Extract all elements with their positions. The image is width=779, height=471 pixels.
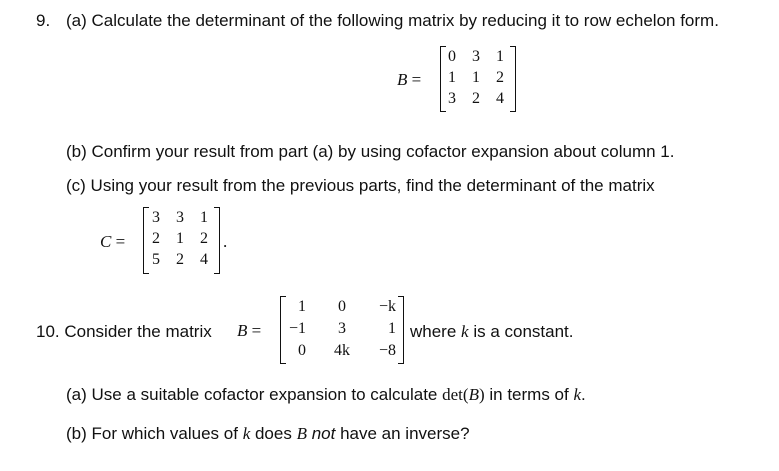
variable-k: k <box>573 385 581 404</box>
left-bracket <box>143 207 149 274</box>
matrix-cell: 1 <box>298 298 306 315</box>
equals-sign: = <box>251 321 262 340</box>
matrix-cell: 2 <box>472 90 480 107</box>
matrix-cell: 1 <box>176 230 184 247</box>
matrix-cell: 4 <box>496 90 504 107</box>
matrix-cell: 0 <box>448 48 456 65</box>
matrix-cell: −8 <box>378 342 396 359</box>
matrix-cell: 1 <box>496 48 504 65</box>
question-10a-text <box>66 385 586 405</box>
matrix-cell: 1 <box>388 320 396 337</box>
suffix-end: is a constant. <box>473 322 574 341</box>
matrix-cell: 1 <box>448 69 456 86</box>
equals-sign: = <box>115 232 126 251</box>
matrix-cell: 4k <box>334 342 350 359</box>
matrix-cell: −1 <box>288 320 306 337</box>
matrix-cell: 3 <box>472 48 480 65</box>
variable-k: k <box>461 322 469 341</box>
matrix-cell: 3 <box>338 320 346 337</box>
matrix-cell: 2 <box>496 69 504 86</box>
matrix-cell: 5 <box>152 251 160 268</box>
question-9b-text: (b) Confirm your result from part (a) by using cofactor expansion about column 1. <box>66 142 675 161</box>
question-9-number: 9. <box>36 11 51 30</box>
matrix-cell: 2 <box>176 251 184 268</box>
matrix-cell: 2 <box>152 230 160 247</box>
right-bracket <box>398 296 404 364</box>
question-10b-text <box>66 424 470 444</box>
q10b-mid: does <box>254 424 292 443</box>
matrix-b-variable: B <box>237 321 248 340</box>
q10a-pre: (a) Use a suitable cofactor expansion to calculate <box>66 385 438 404</box>
question-10-prefix: 10. Consider the matrix <box>36 322 212 341</box>
matrix-cell: 4 <box>200 251 208 268</box>
question-9c-text: (c) Using your result from the previous parts, find the determinant of the matrix <box>66 176 655 195</box>
equals-sign: = <box>411 70 422 89</box>
q10a-mid: in terms of <box>489 385 569 404</box>
det-function: det(B) <box>442 385 485 404</box>
right-bracket <box>510 46 516 112</box>
matrix-c-variable: C <box>100 232 112 251</box>
matrix-cell: −k <box>378 298 396 315</box>
q10b-end: have an inverse? <box>340 424 470 443</box>
right-bracket <box>214 207 220 274</box>
matrix-cell: 2 <box>200 230 208 247</box>
matrix-cell: 3 <box>448 90 456 107</box>
variable-k: k <box>242 424 251 443</box>
q10b-not: not <box>311 424 336 443</box>
matrix-b-variable: B <box>397 70 408 89</box>
matrix-cell: 3 <box>152 209 160 226</box>
trailing-period: . <box>223 232 228 251</box>
q10a-end: . <box>581 385 586 404</box>
matrix-cell: 3 <box>176 209 184 226</box>
matrix-cell: 0 <box>298 342 306 359</box>
matrix-cell: 0 <box>338 298 346 315</box>
variable-b: B <box>296 424 307 443</box>
matrix-cell: 1 <box>200 209 208 226</box>
question-9a-text: (a) Calculate the determinant of the following matrix by reducing it to row echelon form. <box>66 11 719 30</box>
suffix-word: where <box>410 322 457 341</box>
question-10-suffix <box>410 322 574 342</box>
variable-b: B <box>468 385 479 404</box>
matrix-cell: 1 <box>472 69 480 86</box>
q10b-pre: (b) For which values of <box>66 424 238 443</box>
